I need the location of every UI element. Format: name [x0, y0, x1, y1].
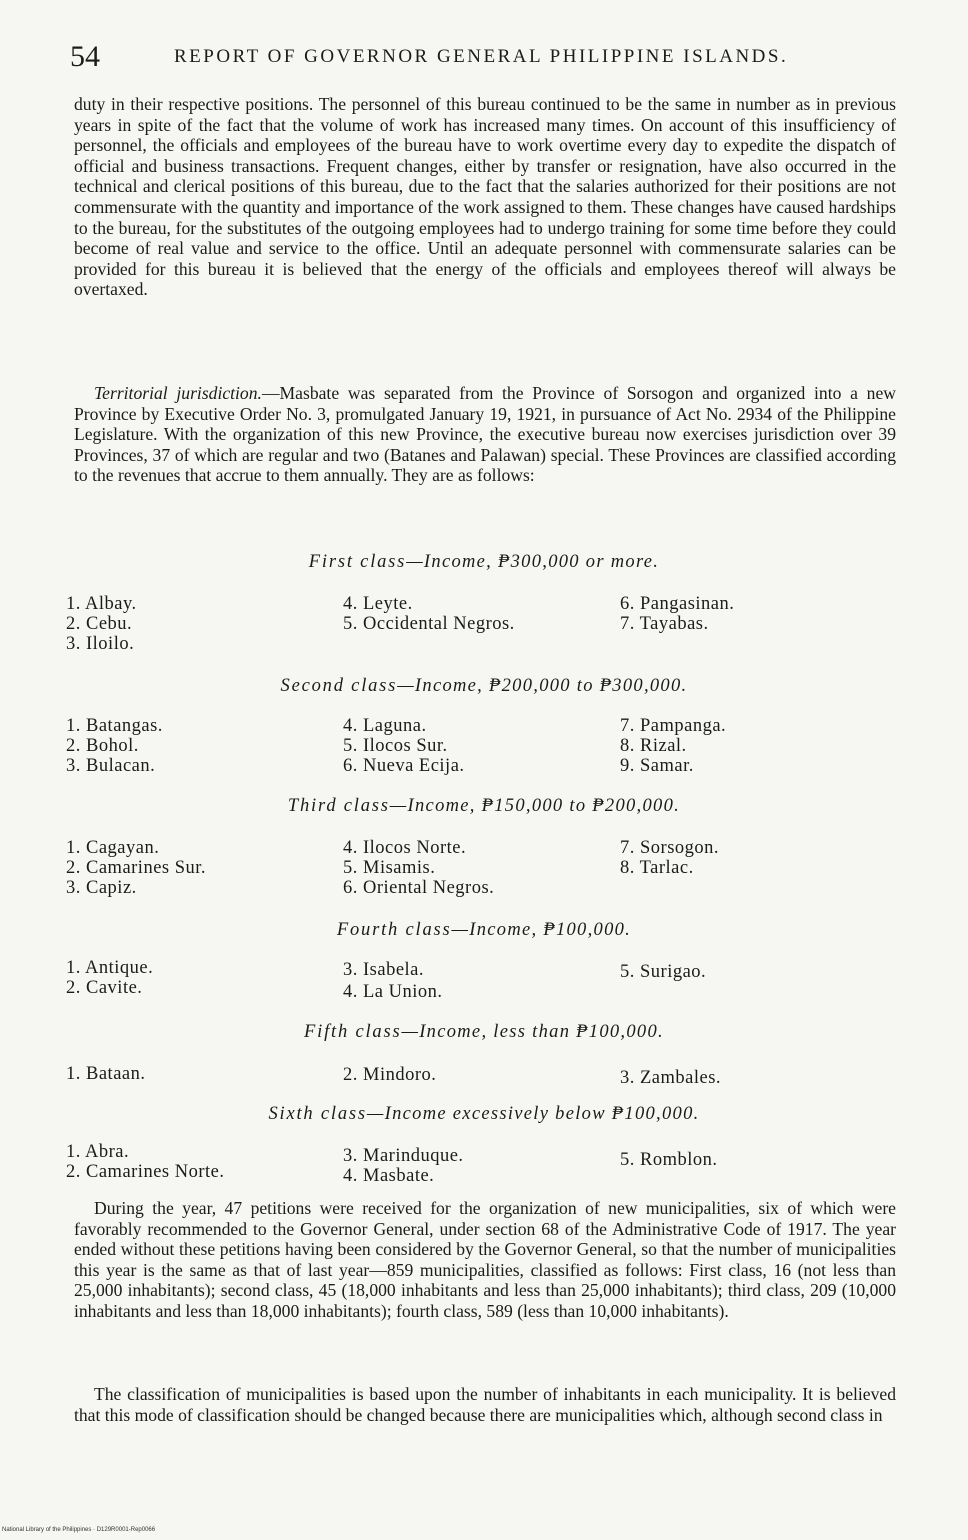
- scan-source-note: National Library of the Philippines · D129R0001-Rep0066: [2, 1527, 156, 1533]
- province-item: 3. Marinduque.: [343, 1146, 464, 1166]
- province-item: 5. Ilocos Sur.: [343, 736, 448, 756]
- province-item: 6. Nueva Ecija.: [343, 756, 465, 776]
- paragraph-municipalities: During the year, 47 petitions were received for the organization of new municipalities, six of which were favorably recommended to the Governor General, under section 68 of the Administrative Code of 1917. The year ended without these petitions having been considered by the Governor General, so that the number of municipalities this year is the same as that of last year—859 municipalities, classified as follows: First class, 16 (not less than 25,000 inhabitants); second class, 45 (18,000 inhabitants and less than 25,000 inhabitants); third class, 209 (10,000 inhabitants and less than 18,000 inhabitants); fourth class, 589 (less than 10,000 inhabitants).: [74, 1198, 896, 1321]
- province-item: 5. Romblon.: [620, 1150, 718, 1170]
- province-item: 2. Cebu.: [66, 614, 133, 634]
- province-item: 1. Bataan.: [66, 1064, 146, 1084]
- province-item: 4. Ilocos Norte.: [343, 838, 467, 858]
- province-item: 2. Cavite.: [66, 978, 143, 998]
- class-heading-fourth: Fourth class—Income, ₱100,000.: [336, 920, 632, 940]
- province-item: 7. Pampanga.: [620, 716, 727, 736]
- province-item: 3. Bulacan.: [66, 756, 156, 776]
- province-item: 2. Camarines Sur.: [66, 858, 207, 878]
- province-item: 4. Masbate.: [343, 1166, 435, 1186]
- province-item: 5. Misamis.: [343, 858, 436, 878]
- paragraph-territorial-jurisdiction: [74, 383, 896, 486]
- province-item: 1. Antique.: [66, 958, 154, 978]
- province-item: 3. Zambales.: [620, 1068, 722, 1088]
- running-title: REPORT OF GOVERNOR GENERAL PHILIPPINE ISLANDS.: [174, 46, 789, 67]
- paragraph-classification: The classification of municipalities is based upon the number of inhabitants in each municipality. It is believed that this mode of classification should be changed because there are municipalities which, although second class in: [74, 1384, 896, 1425]
- province-item: 3. Capiz.: [66, 878, 137, 898]
- province-item: 8. Rizal.: [620, 736, 687, 756]
- class-heading-third: Third class—Income, ₱150,000 to ₱200,000.: [287, 796, 681, 816]
- section-lead: Territorial jurisdiction.: [94, 383, 262, 403]
- province-item: 4. Leyte.: [343, 594, 413, 614]
- province-item: 2. Camarines Norte.: [66, 1162, 225, 1182]
- province-item: 7. Tayabas.: [620, 614, 709, 634]
- paragraph-personnel: duty in their respective positions. The personnel of this bureau continued to be the same in number as in previous years in spite of the fact that the volume of work has increased many times. On account of this insufficiency of personnel, the officials and employees of the bureau have to work overtime every day to expedite the dispatch of official and business transactions. Frequent changes, either by transfer or resignation, have also occurred in the technical and clerical positions of this bureau, due to the fact that the salaries authorized for their positions are not commensurate with the quantity and importance of the work assigned to them. These changes have caused hardships to the bureau, for the substitutes of the outgoing employees had to undergo training for some time before they could become of real value and service to the office. Until an adequate personnel with commensurate salaries can be provided for this bureau it is believed that the energy of the officials and employees thereof will always be overtaxed.: [74, 94, 896, 300]
- class-heading-sixth: Sixth class—Income excessively below ₱100,000.: [268, 1104, 700, 1124]
- section-body: —Masbate was separated from the Province of Sorsogon and organized into a new Province by Executive Order No. 3, promulgated January 19, 1921, in pursuance of Act No. 2934 of the Philippine Legislature. With the organization of this new Province, the executive bureau now exercises jurisdiction over 39 Provinces, 37 of which are regular and two (Batanes and Palawan) special. These Provinces are classified according to the revenues that accrue to them annually. They are as follows:: [74, 383, 896, 486]
- province-item: 4. Laguna.: [343, 716, 427, 736]
- province-item: 9. Samar.: [620, 756, 694, 776]
- class-heading-first: First class—Income, ₱300,000 or more.: [308, 552, 660, 572]
- province-item: 1. Cagayan.: [66, 838, 160, 858]
- province-item: 6. Oriental Negros.: [343, 878, 495, 898]
- class-heading-fifth: Fifth class—Income, less than ₱100,000.: [304, 1022, 664, 1042]
- province-item: 2. Bohol.: [66, 736, 139, 756]
- province-item: 7. Sorsogon.: [620, 838, 720, 858]
- province-item: 8. Tarlac.: [620, 858, 694, 878]
- province-item: 5. Occidental Negros.: [343, 614, 515, 634]
- class-heading-second: Second class—Income, ₱200,000 to ₱300,000.: [280, 676, 688, 696]
- page-number: 54: [70, 40, 100, 73]
- province-item: 2. Mindoro.: [343, 1065, 437, 1085]
- province-item: 5. Surigao.: [620, 962, 707, 982]
- province-item: 3. Iloilo.: [66, 634, 135, 654]
- province-item: 3. Isabela.: [343, 960, 425, 980]
- province-item: 4. La Union.: [343, 982, 443, 1002]
- page-header: [70, 40, 900, 76]
- province-item: 6. Pangasinan.: [620, 594, 735, 614]
- province-item: 1. Albay.: [66, 594, 137, 614]
- province-item: 1. Abra.: [66, 1142, 130, 1162]
- province-item: 1. Batangas.: [66, 716, 163, 736]
